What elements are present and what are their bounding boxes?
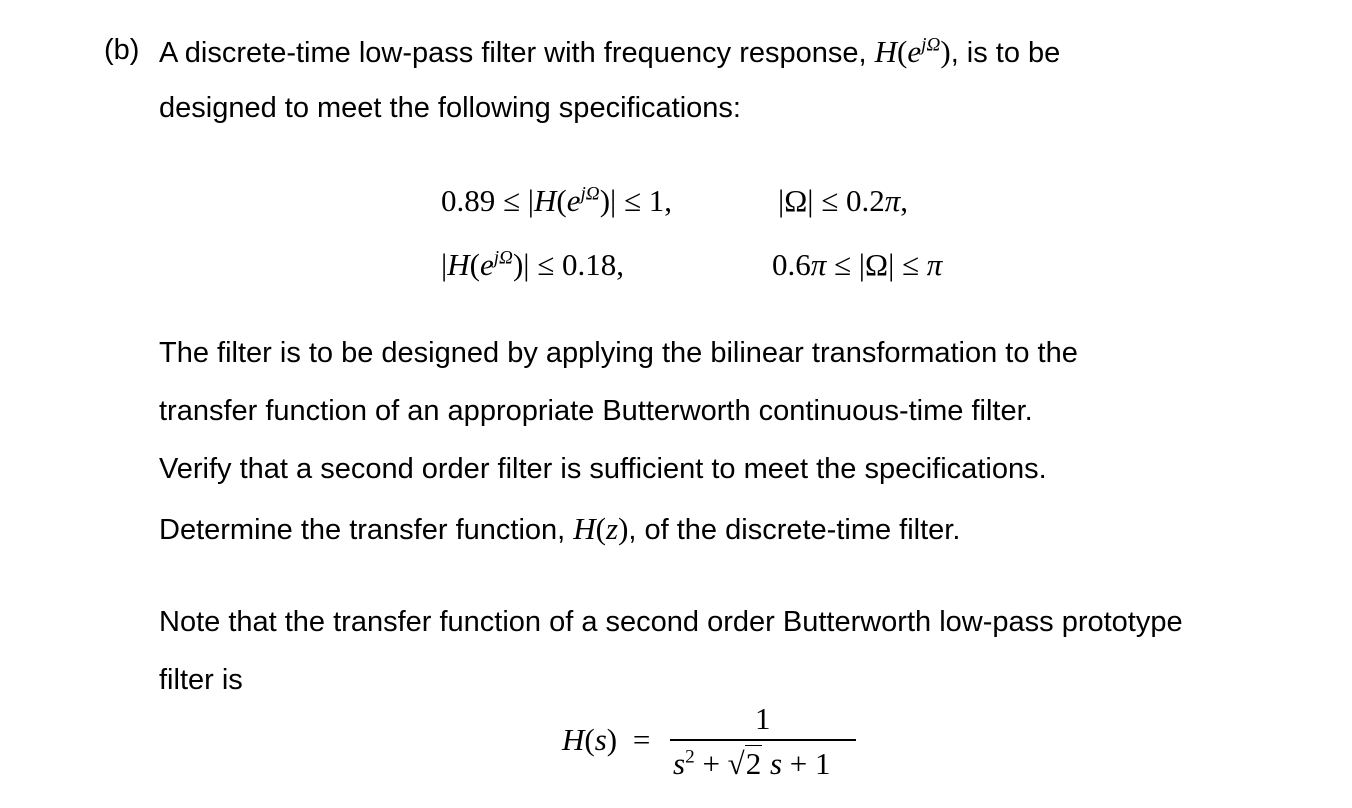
body-line-3: Verify that a second order filter is sufficient to meet the specifications. — [159, 453, 1047, 485]
spec-passband-frequency: |Ω| ≤ 0.2π, — [778, 183, 909, 218]
fraction-bar — [670, 739, 856, 741]
note-line-1: Note that the transfer function of a second order Butterworth low-pass prototype — [159, 606, 1183, 638]
determine-line: Determine the transfer function, H(z), of the discrete-time filter. — [159, 511, 961, 546]
formula-lhs: H(s) = — [562, 722, 651, 757]
formula-numerator: 1 — [755, 701, 771, 736]
transfer-function-expression: H(z) — [573, 511, 629, 546]
part-label: (b) — [104, 34, 140, 66]
frequency-response-expression: $H(e^{j\Omega})$ — [874, 34, 951, 69]
square-root: √2 — [727, 746, 762, 781]
formula-denominator: $s^2 + √2$ s + 1 — [673, 746, 831, 781]
note-line-2: filter is — [159, 664, 243, 696]
spec-stopband-magnitude: $|H(e^{j\Omega})| \le 0.18$, — [441, 247, 624, 282]
intro-line-2: designed to meet the following specifications: — [159, 92, 741, 124]
spec-stopband-frequency: 0.6π ≤ |Ω| ≤ π — [772, 247, 943, 282]
body-line-1: The filter is to be designed by applying the bilinear transformation to the — [159, 337, 1078, 369]
intro-line-1: A discrete-time low-pass filter with frequency response, $H(e^{j\Omega})$, is to be — [159, 34, 1061, 69]
spec-passband-magnitude: $0.89 \le |H(e^{j\Omega})| \le 1$, — [441, 183, 672, 218]
body-line-2: transfer function of an appropriate Butterworth continuous-time filter. — [159, 395, 1033, 427]
